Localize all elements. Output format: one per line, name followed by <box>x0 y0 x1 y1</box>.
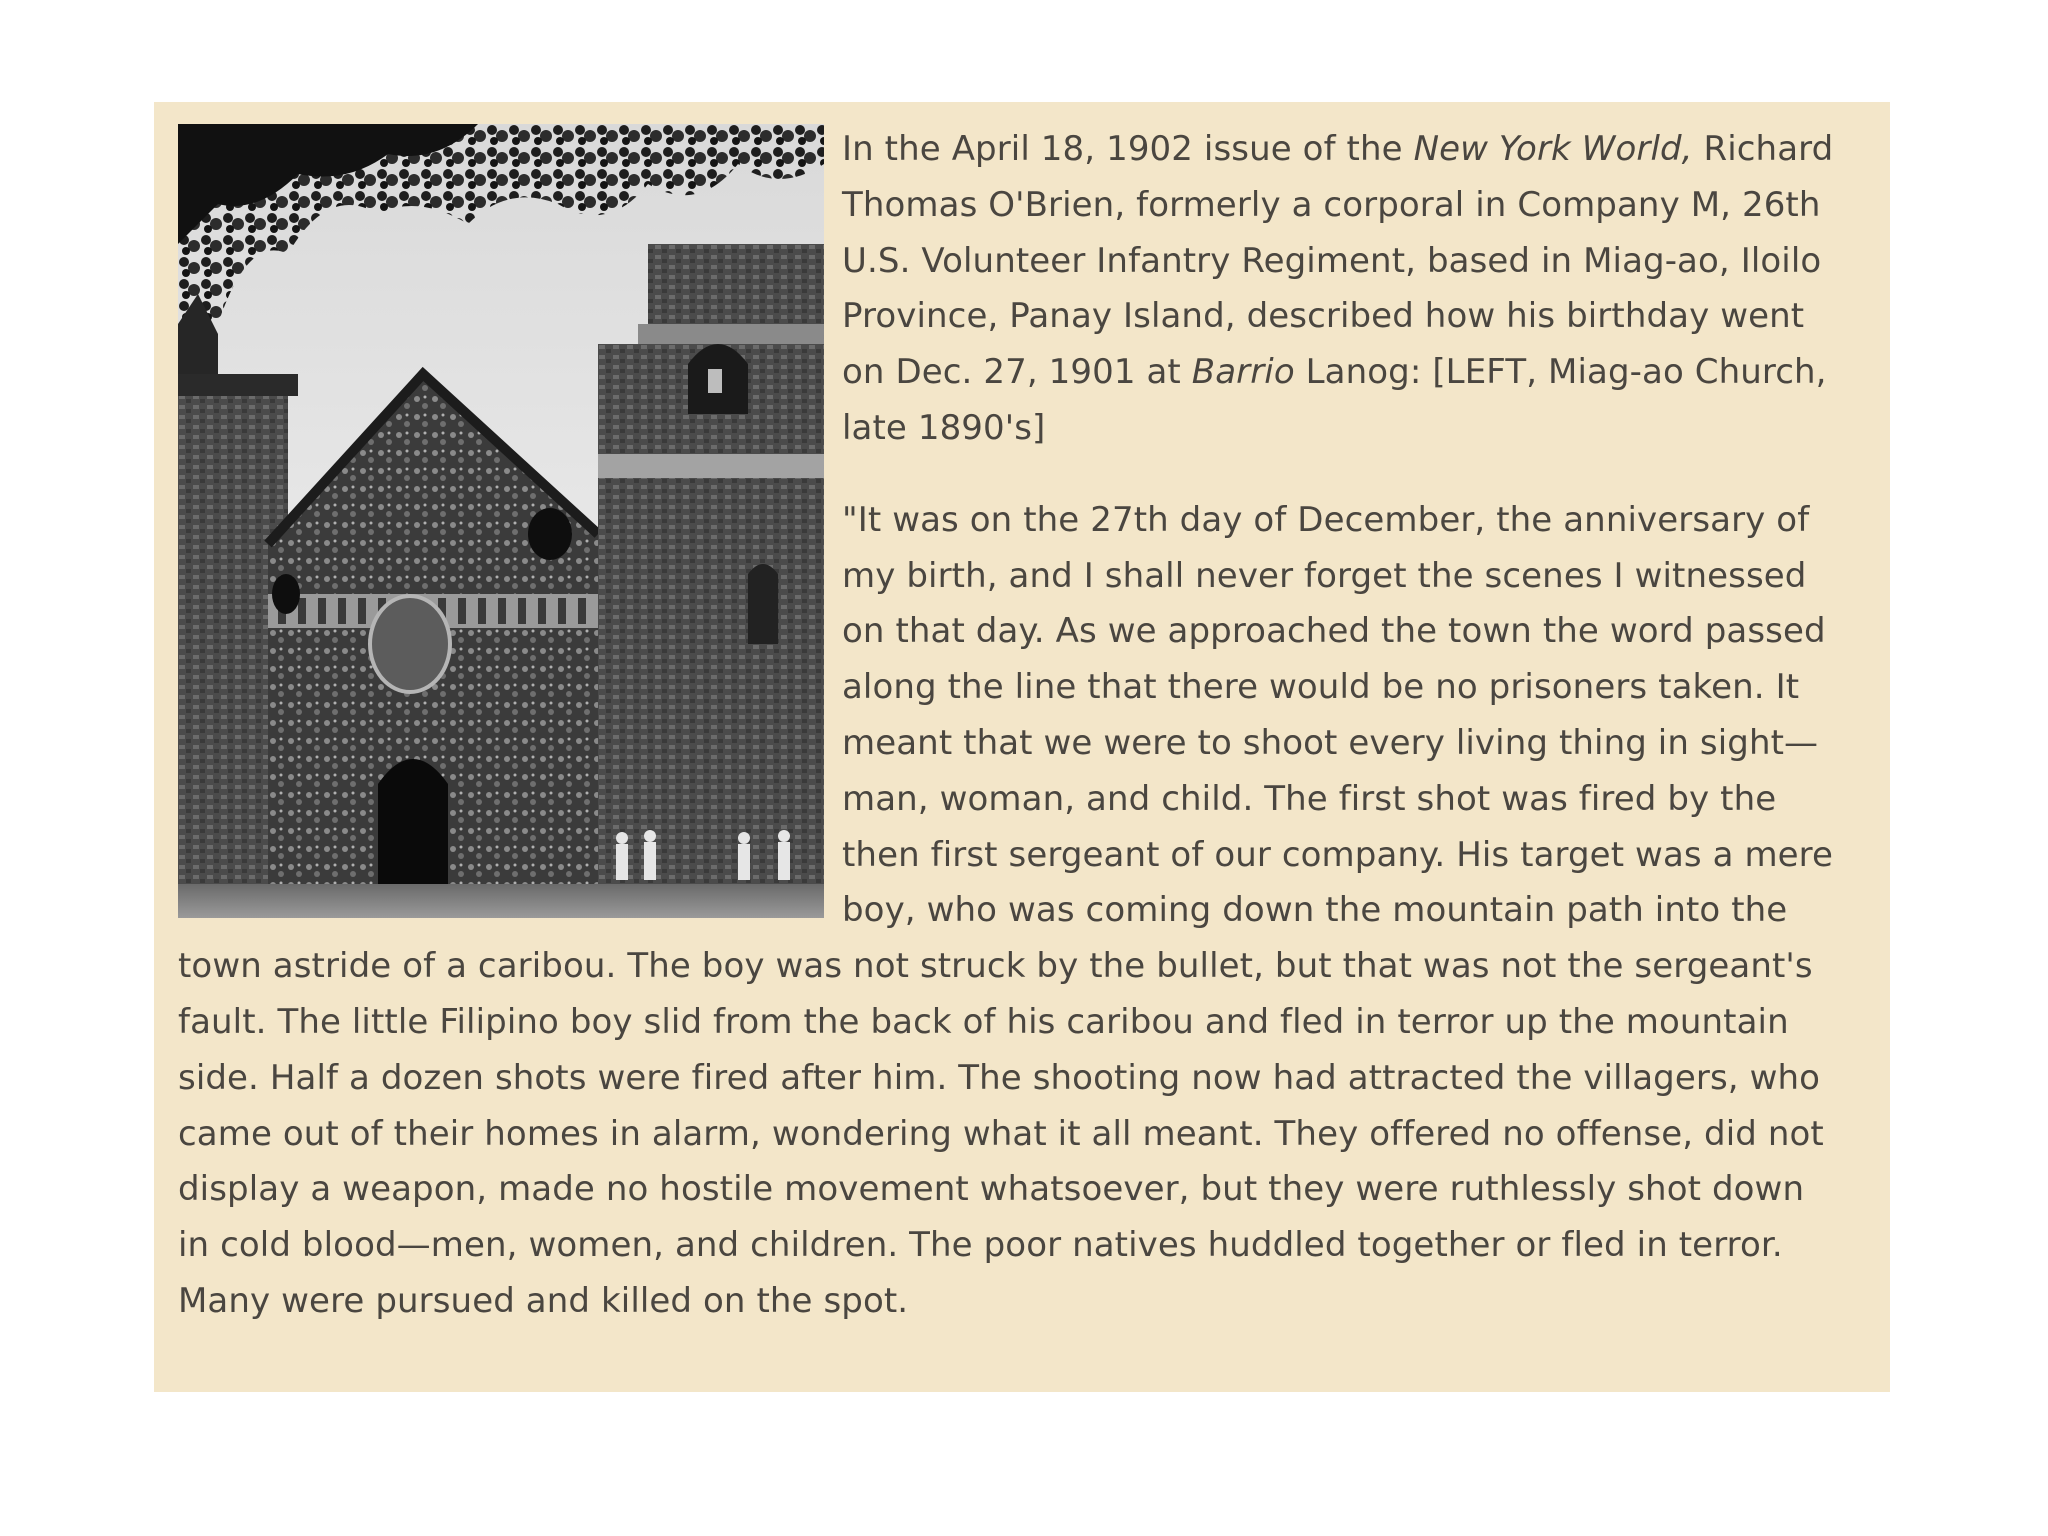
intro-text-2: Richard Thomas O'Brien, formerly a corporal in Company M, 26th U.S. Volunteer Infantry Regiment, based in Miag-ao, Iloilo Province, Panay Island, described how his birthday went on Dec. 27, 1901 at <box>842 129 1834 393</box>
intro-text-1: In the April 18, 1902 issue of the <box>842 129 1414 169</box>
quote-paragraph: "It was on the 27th day of December, the anniversary of my birth, and I shall never forget the scenes I witnessed on that day. As we approached the town the word passed along the line that there would be no prisoners taken. It meant that we were to shoot every living thing in sight—man, woman, and child. The first shot was fired by the then first sergeant of our company. His target was a mere boy, who was coming down the mountain path into the town astride of a caribou. The boy was not struck by the bullet, but that was not the sergeant's fault. The little Filipino boy slid from the back of his caribou and fled in terror up the mountain side. Half a dozen shots were fired after him. The shooting now had attracted the villagers, who came out of their homes in alarm, wondering what it all meant. They offered no offense, did not display a weapon, made no hostile movement whatsoever, but they were ruthlessly shot down in cold blood—men, women, and children. The poor natives huddled together or fled in terror. Many were pursued and killed on the spot. <box>178 499 1834 1321</box>
article-panel <box>154 102 1890 1392</box>
publication-name: New York World, <box>1413 129 1693 169</box>
article-body <box>178 122 1834 1330</box>
miag-ao-church-photo <box>178 124 824 918</box>
barrio-word: Barrio <box>1191 352 1295 393</box>
intro-text-3: Lanog: [LEFT, Miag-ao Church, late 1890's] <box>842 352 1827 448</box>
